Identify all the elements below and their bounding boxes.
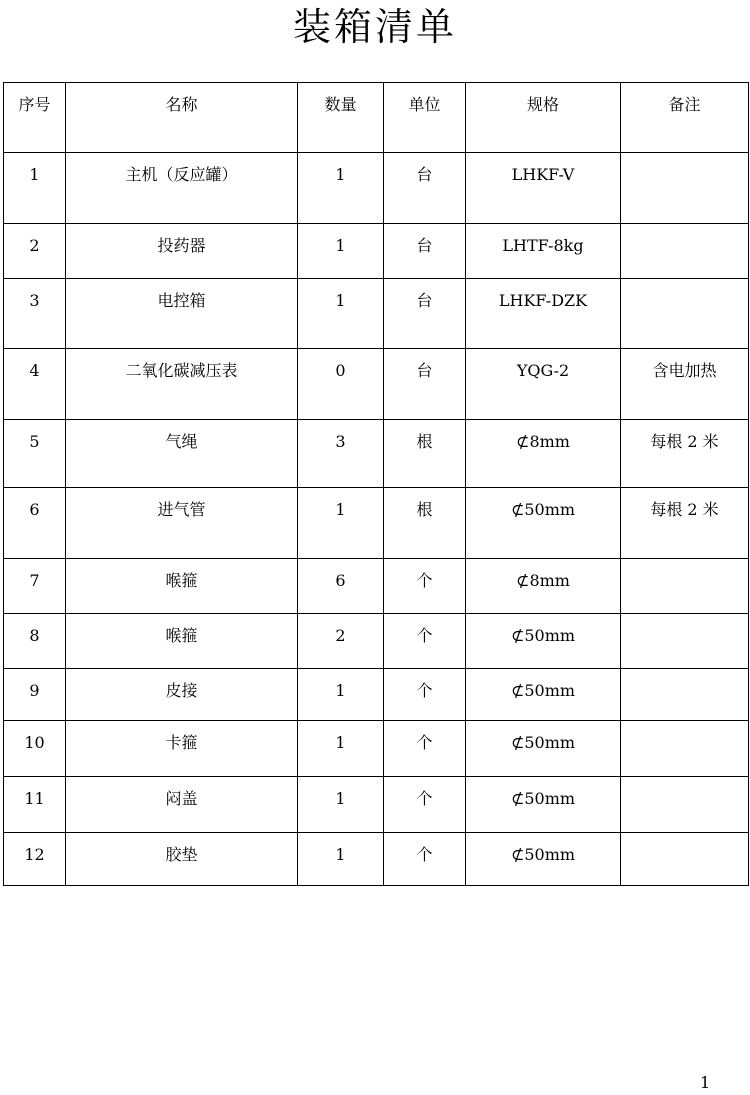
cell-no: 12 — [4, 833, 66, 886]
cell-qty: 6 — [298, 559, 384, 614]
cell-name: 喉箍 — [66, 559, 298, 614]
table-row — [4, 833, 749, 886]
table-row — [4, 559, 749, 614]
cell-note — [621, 721, 749, 777]
cell-spec: ⊄8mm — [466, 559, 621, 614]
cell-no: 9 — [4, 669, 66, 721]
document-title: 装箱清单 — [292, 5, 457, 49]
table-row — [4, 488, 749, 559]
table-row — [4, 614, 749, 669]
header-qty: 数量 — [298, 83, 384, 153]
cell-spec: ⊄50mm — [466, 488, 621, 559]
cell-no: 2 — [4, 224, 66, 279]
cell-note — [621, 559, 749, 614]
packing-list-table — [3, 82, 749, 886]
cell-no: 8 — [4, 614, 66, 669]
cell-note — [621, 224, 749, 279]
cell-note — [621, 153, 749, 224]
cell-qty: 1 — [298, 669, 384, 721]
cell-note — [621, 614, 749, 669]
table-row — [4, 420, 749, 488]
cell-no: 11 — [4, 777, 66, 833]
cell-unit: 个 — [384, 669, 466, 721]
page-number: 1 — [700, 1073, 711, 1092]
table-header-row — [4, 83, 749, 153]
cell-note — [621, 777, 749, 833]
cell-note — [621, 279, 749, 349]
header-spec: 规格 — [466, 83, 621, 153]
cell-no: 7 — [4, 559, 66, 614]
cell-spec: YQG-2 — [466, 349, 621, 420]
cell-note: 含电加热 — [621, 349, 749, 420]
cell-spec: ⊄50mm — [466, 777, 621, 833]
cell-no: 10 — [4, 721, 66, 777]
cell-unit: 台 — [384, 349, 466, 420]
cell-name: 皮接 — [66, 669, 298, 721]
cell-unit: 个 — [384, 559, 466, 614]
cell-spec: LHKF-V — [466, 153, 621, 224]
table-row — [4, 669, 749, 721]
cell-spec: LHTF-8kg — [466, 224, 621, 279]
cell-note: 每根 2 米 — [621, 488, 749, 559]
cell-qty: 0 — [298, 349, 384, 420]
cell-unit: 台 — [384, 153, 466, 224]
cell-note: 每根 2 米 — [621, 420, 749, 488]
table-row — [4, 153, 749, 224]
cell-name: 闷盖 — [66, 777, 298, 833]
cell-unit: 个 — [384, 614, 466, 669]
table-row — [4, 777, 749, 833]
cell-name: 喉箍 — [66, 614, 298, 669]
cell-unit: 台 — [384, 279, 466, 349]
cell-no: 5 — [4, 420, 66, 488]
table-row — [4, 279, 749, 349]
cell-no: 6 — [4, 488, 66, 559]
header-name: 名称 — [66, 83, 298, 153]
cell-qty: 2 — [298, 614, 384, 669]
cell-name: 进气管 — [66, 488, 298, 559]
cell-spec: ⊄50mm — [466, 614, 621, 669]
cell-spec: ⊄50mm — [466, 833, 621, 886]
cell-qty: 1 — [298, 153, 384, 224]
cell-name: 卡箍 — [66, 721, 298, 777]
cell-name: 主机（反应罐） — [66, 153, 298, 224]
cell-unit: 根 — [384, 420, 466, 488]
cell-no: 1 — [4, 153, 66, 224]
cell-spec: LHKF-DZK — [466, 279, 621, 349]
cell-note — [621, 669, 749, 721]
header-no: 序号 — [4, 83, 66, 153]
table-row — [4, 224, 749, 279]
table-row — [4, 721, 749, 777]
cell-name: 投药器 — [66, 224, 298, 279]
cell-spec: ⊄8mm — [466, 420, 621, 488]
cell-name: 二氧化碳减压表 — [66, 349, 298, 420]
cell-spec: ⊄50mm — [466, 721, 621, 777]
cell-no: 4 — [4, 349, 66, 420]
cell-qty: 3 — [298, 420, 384, 488]
cell-spec: ⊄50mm — [466, 669, 621, 721]
cell-unit: 个 — [384, 777, 466, 833]
cell-qty: 1 — [298, 279, 384, 349]
cell-name: 气绳 — [66, 420, 298, 488]
cell-qty: 1 — [298, 488, 384, 559]
cell-qty: 1 — [298, 777, 384, 833]
table-row — [4, 349, 749, 420]
cell-unit: 个 — [384, 721, 466, 777]
cell-qty: 1 — [298, 721, 384, 777]
cell-name: 电控箱 — [66, 279, 298, 349]
cell-note — [621, 833, 749, 886]
cell-unit: 台 — [384, 224, 466, 279]
cell-name: 胶垫 — [66, 833, 298, 886]
header-unit: 单位 — [384, 83, 466, 153]
cell-qty: 1 — [298, 224, 384, 279]
cell-unit: 个 — [384, 833, 466, 886]
cell-unit: 根 — [384, 488, 466, 559]
header-note: 备注 — [621, 83, 749, 153]
cell-no: 3 — [4, 279, 66, 349]
cell-qty: 1 — [298, 833, 384, 886]
